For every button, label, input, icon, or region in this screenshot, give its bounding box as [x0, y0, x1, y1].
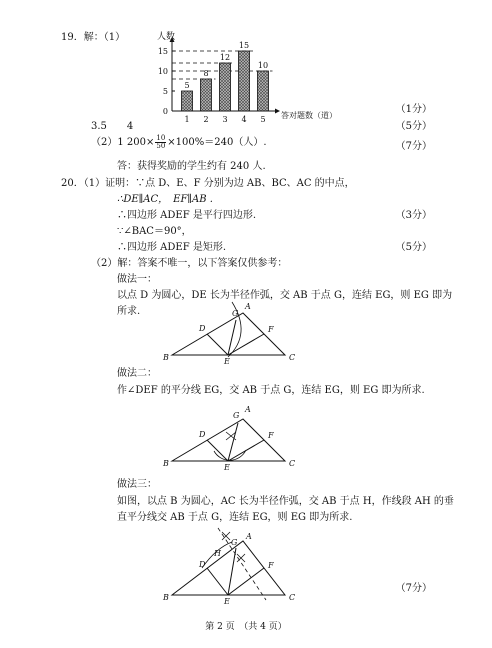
q20-line5: ∴四边形 ADEF 是矩形. — [117, 242, 227, 253]
method1-title: 做法一： — [117, 274, 157, 285]
bar-value-label: 10 — [257, 61, 269, 70]
method2-title: 做法二： — [117, 368, 157, 379]
q20-line1: 20．（1）证明：∵点 D、E、F 分别为边 AB、BC、AC 的中点， — [61, 178, 355, 189]
fig3-label-a: A — [246, 532, 252, 541]
fig3-label-d: D — [199, 560, 206, 569]
fig1-label-c: C — [289, 353, 296, 362]
page-footer: 第 2 页 （共 4 页） — [205, 622, 287, 632]
x-axis-label: 答对题数（道） — [281, 111, 337, 120]
q19-header: 19．解：（1） — [61, 32, 126, 43]
bar-value-label: 15 — [238, 41, 250, 50]
bar-value-label: 12 — [219, 53, 231, 62]
bar — [220, 63, 231, 111]
y-tick-label: 5 — [162, 87, 168, 96]
method3-line2: 直平分线交 AB 于点 G，连结 EG，则 EG 即为所求. — [117, 512, 353, 523]
fig1-label-g: G — [232, 309, 239, 318]
q20-score-3: （3分） — [395, 210, 432, 221]
q19-score-3: （7分） — [395, 141, 432, 152]
method1-line1: 以点 D 为圆心，DE 长为半径作弧，交 AB 于点 G，连结 EG，则 EG 即为 — [117, 290, 453, 301]
x-tick-label: 3 — [222, 115, 228, 124]
fig2-label-c: C — [289, 459, 296, 468]
fig2-label-g: G — [233, 411, 240, 420]
method2-line1: 作∠DEF 的平分线 EG，交 AB 于点 G，连结 EG，则 EG 即为所求. — [117, 385, 425, 396]
fig1-label-b: B — [163, 353, 169, 362]
q19-answer: 答：获得奖励的学生约有 240 人. — [117, 161, 266, 172]
fig2-label-d: D — [199, 430, 206, 439]
bar — [182, 91, 193, 111]
q20-score-5: （5分） — [395, 242, 432, 253]
method1-line2: 所求. — [117, 306, 141, 317]
bar — [201, 79, 212, 111]
q19-score-1: （1分） — [395, 104, 432, 115]
q20-final-score: （7分） — [395, 583, 432, 594]
q19-calc-prefix: （2）1 200× — [91, 137, 155, 148]
fig2-label-f: F — [268, 431, 274, 440]
fig3-label-g: G — [231, 538, 238, 547]
y-tick-label: 0 — [162, 107, 168, 116]
x-axis-arrow — [275, 109, 280, 114]
fig3-label-e: E — [224, 597, 230, 606]
q20-line3: ∴四边形 ADEF 是平行四边形. — [117, 210, 257, 221]
bar — [239, 51, 250, 111]
bar-value-label: 5 — [184, 81, 190, 90]
method3-line1: 如图，以点 B 为圆心，AC 长为半径作弧，交 AB 于点 H，作线段 AH 的垂 — [117, 496, 454, 507]
x-tick-label: 5 — [260, 115, 266, 124]
y-axis-label: 人数 — [157, 32, 176, 42]
fig2-label-a: A — [245, 405, 251, 414]
q19-calc — [91, 135, 267, 150]
fig1-label-e: E — [224, 357, 230, 366]
x-tick-label: 2 — [203, 115, 209, 124]
q19-calc-suffix: ×100%＝240（人）. — [167, 137, 267, 148]
q19-line2: 3.5 4 — [91, 121, 134, 132]
q20-part2: （2）解：答案不唯一，以下答案仅供参考： — [91, 258, 288, 269]
q19-score-2: （5分） — [395, 121, 432, 132]
fig2-label-e: E — [224, 463, 230, 472]
q20-line4: ∵∠BAC＝90°， — [117, 226, 192, 237]
fig3-label-c: C — [289, 593, 296, 602]
q20-line2: ∴DE∥AC， EF∥AB . — [117, 194, 213, 205]
fig3-label-h: H — [214, 549, 221, 558]
bar-value-label: 8 — [203, 69, 209, 78]
fig3-label-b: B — [163, 593, 169, 602]
q19-frac-den: 50 — [156, 142, 166, 150]
fig3-label-f: F — [268, 561, 274, 570]
bar — [258, 71, 269, 111]
q19-fraction — [155, 135, 166, 150]
method3-title: 做法三： — [117, 479, 157, 490]
x-tick-label: 1 — [184, 115, 190, 124]
fig1-label-a: A — [245, 302, 251, 311]
y-tick-label: 10 — [157, 67, 168, 76]
fig1-label-d: D — [199, 324, 206, 333]
q19-frac-num: 10 — [156, 134, 166, 142]
bar-chart — [0, 0, 492, 140]
fig2-label-b: B — [163, 459, 169, 468]
fig1-label-f: F — [268, 325, 274, 334]
y-tick-label: 15 — [157, 47, 168, 56]
x-tick-label: 4 — [241, 115, 247, 124]
